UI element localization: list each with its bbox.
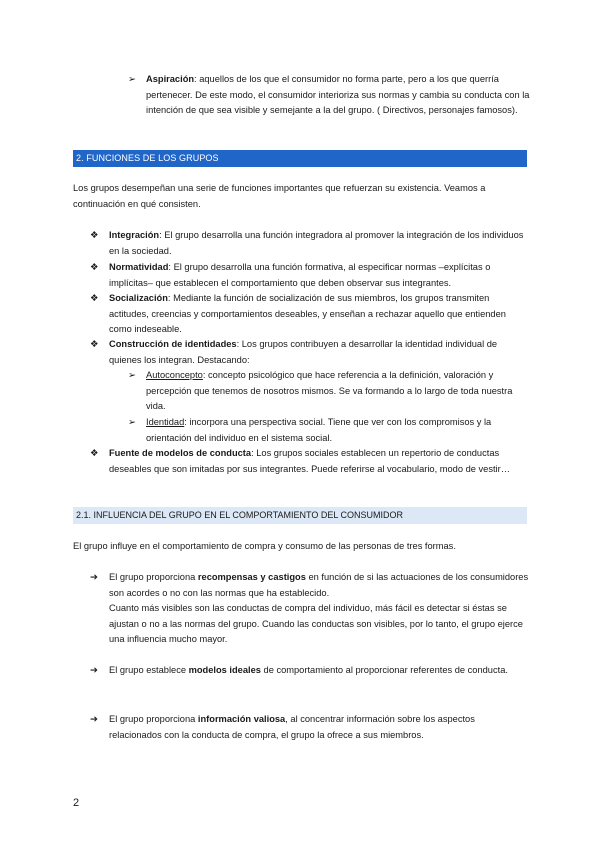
diamond-bullet-icon: ❖ [90,262,99,273]
diamond-bullet-icon: ❖ [90,293,99,304]
intro-paragraph: Los grupos desempeñan una serie de funciones importantes que refuerzan su existencia. Veamos a continuación en qué consisten. [73,183,486,209]
aspiracion-text: : aquellos de los que el consumidor no forma parte, pero a los que querría pertenecer. De este modo, el consumidor interioriza sus normas y cambia su conducta con la intención de que sea visible y semejante a la del grupo. ( Directivos, personajes famosos). [146,74,530,116]
arrowhead-bullet-icon: ➢ [128,370,136,381]
function-item [109,337,529,368]
form-text-post: , al concentrar información sobre los aspectos relacionados con la conducta de compra, el grupo la ofrece a sus miembros. [109,714,475,740]
form-text-pre: El grupo proporciona [109,714,198,724]
aspiracion-term: Aspiración [146,74,195,84]
function-term: Fuente de modelos de conducta [109,448,252,458]
page-number: 2 [73,797,80,809]
form-text-pre: El grupo establece [109,665,189,675]
identity-subitem [146,415,530,446]
form-bold: información valiosa [197,714,286,724]
function-term: Construcción de identidades [109,339,237,349]
diamond-bullet-icon: ❖ [90,230,99,241]
function-text: : Los grupos sociales establecen un repertorio de conductas deseables que son imitadas por sus integrantes. Puede referirse al vocabulario, modo de vestir… [109,448,511,474]
function-item [109,446,529,477]
subitem-term: Identidad [146,417,185,427]
function-term: Socialización [109,293,168,303]
section-heading-influencia: 2.1. INFLUENCIA DEL GRUPO EN EL COMPORTAMIENTO DEL CONSUMIDOR [73,507,527,524]
subitem-term: Autoconcepto [146,370,203,380]
form-text-post: de comportamiento al proporcionar referentes de conducta. [260,665,508,675]
function-term: Normatividad [109,262,169,272]
form-text-pre: El grupo proporciona [109,572,198,582]
function-text: : Los grupos contribuyen a desarrollar la identidad individual de quienes los integran. Destacando: [109,339,498,365]
function-text: : El grupo desarrolla una función integradora al promover la integración de los individuos en la sociedad. [109,230,524,256]
form-item [109,663,529,679]
function-text: : Mediante la función de socialización de sus miembros, los grupos transmiten actitudes, creencias y comportamientos deseables, y enseñan a rechazar aquello que entienden como indeseable. [109,293,506,335]
diamond-bullet-icon: ❖ [90,448,99,459]
form-bold: recompensas y castigos [197,572,306,582]
diamond-bullet-icon: ❖ [90,339,99,350]
subitem-text: : concepto psicológico que hace referencia a la definición, valoración y percepción que tenemos de nosotros mismos. Se va formando a lo largo de toda nuestra vida. [146,370,513,412]
identity-subitem [146,368,530,415]
arrow-bullet-icon: ➔ [90,665,98,676]
arrowhead-bullet-icon: ➢ [128,417,136,428]
aspiracion-item [146,72,530,119]
arrow-bullet-icon: ➔ [90,572,98,583]
section21-intro: El grupo influye en el comportamiento de compra y consumo de las personas de tres formas. [73,541,456,551]
arrowhead-bullet-icon: ➢ [128,74,136,85]
function-text: : El grupo desarrolla una función formativa, al especificar normas –explícitas o implícitas– que establecen el comportamiento que deben observar sus integrantes. [109,262,491,288]
function-item [109,260,529,291]
function-term: Integración [109,230,160,240]
section-heading-funciones: 2. FUNCIONES DE LOS GRUPOS [73,150,527,167]
form-extra: Cuanto más visibles son las conductas de compra del individuo, más fácil es detectar si éstas se ajustan o no a las normas del grupo. Cuando las conductas son visibles, por lo tanto, el grupo ejerce una influencia mucho mayor. [109,603,523,645]
function-item [109,291,529,338]
arrow-bullet-icon: ➔ [90,714,98,725]
subitem-text: : incorpora una perspectiva social. Tiene que ver con los compromisos y la orientación del individuo en el sistema social. [146,417,492,443]
function-item [109,228,529,259]
form-bold: modelos ideales [188,665,261,675]
form-text-post: en función de si las actuaciones de los consumidores son acordes o no con las normas que ha establecido. [109,572,529,598]
form-item [109,712,529,743]
form-item [109,570,529,648]
